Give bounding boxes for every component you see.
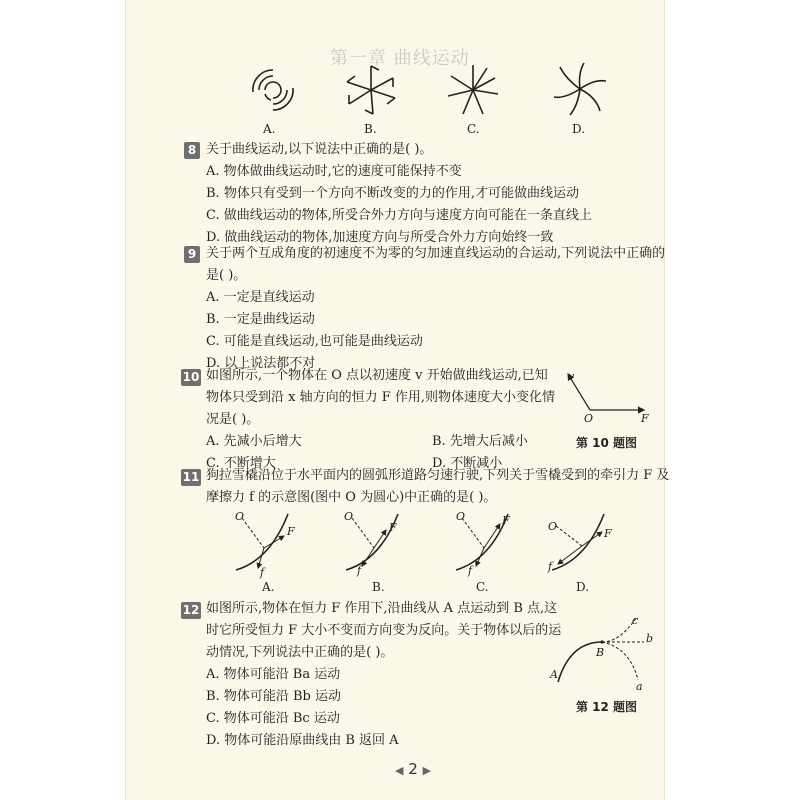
q12-stem-line2: 时它所受恒力 F 大小不变而方向变为反向。关于物体以后的运: [206, 623, 562, 638]
q10-label-v: v: [568, 370, 575, 383]
q12-option-d: D. 物体可能沿原曲线由 B 返回 A: [206, 733, 399, 748]
q11-b-label-f: f: [357, 564, 362, 577]
q12-option-b: B. 物体可能沿 Bb 运动: [206, 689, 341, 704]
q10-stem-line2: 物体只受到沿 x 轴方向的恒力 F 作用,则物体速度大小变化情: [206, 390, 556, 405]
q11-c-label-f: f: [468, 564, 473, 577]
q10-label-f: F: [641, 412, 649, 425]
q8-option-a: A. 物体做曲线运动时,它的速度可能保持不变: [206, 164, 462, 179]
q11-d-label-o: O: [548, 520, 558, 533]
q12-label-c: c: [632, 614, 639, 627]
q7-label-a: A.: [263, 122, 276, 136]
q11-a-label-F: F: [287, 525, 295, 538]
q12-label-A: A: [550, 668, 558, 681]
q10-stem-line3: 况是( )。: [206, 412, 260, 427]
q10-option-d: D. 不断减小: [432, 456, 503, 471]
q7-figure-b: [341, 60, 401, 120]
question-number-9: 9: [184, 246, 200, 263]
q11-c-label-F: F: [502, 514, 510, 527]
q11-label-c: C.: [476, 580, 489, 594]
page-number: 2: [408, 760, 418, 778]
q9-stem-line1: 关于两个互成角度的初速度不为零的匀加速直线运动的合运动,下列说法中正确的: [206, 246, 666, 261]
q7-figure-c: [443, 60, 503, 120]
q11-stem-line1: 狗拉雪橇沿位于水平面内的圆弧形道路匀速行驶,下列关于雪橇受到的牵引力 F 及: [206, 468, 670, 483]
q9-option-a: A. 一定是直线运动: [206, 290, 315, 305]
q7-figure-a: [243, 60, 303, 120]
question-number-8: 8: [184, 142, 200, 159]
q9-option-d: D. 以上说法都不对: [206, 356, 316, 371]
prev-page-icon: ◀: [395, 764, 404, 777]
q12-option-c: C. 物体可能沿 Bc 运动: [206, 711, 340, 726]
faint-header: 第一章 曲线运动: [330, 48, 470, 69]
question-number-11: 11: [182, 470, 200, 484]
q7-figure-d: [548, 57, 612, 121]
q11-label-b: B.: [372, 580, 385, 594]
q8-option-b: B. 物体只有受到一个方向不断改变的力的作用,才可能做曲线运动: [206, 186, 579, 201]
q11-a-label-o: O: [235, 510, 245, 523]
q11-label-a: A.: [262, 580, 275, 594]
q10-label-o: O: [584, 412, 594, 425]
q9-option-b: B. 一定是曲线运动: [206, 312, 315, 327]
q11-d-label-F: F: [604, 527, 612, 540]
question-number-12: 12: [182, 603, 200, 617]
q12-stem-line3: 动情况,下列说法中正确的是( )。: [206, 645, 394, 660]
q8-option-c: C. 做曲线运动的物体,所受合外力方向与速度方向可能在一条直线上: [206, 208, 592, 223]
q12-stem-line1: 如图所示,物体在恒力 F 作用下,沿曲线从 A 点运动到 B 点,这: [206, 601, 558, 616]
q11-c-label-o: O: [456, 510, 466, 523]
q12-label-B: B: [596, 646, 605, 659]
q11-a-label-f: f: [260, 566, 265, 579]
q12-label-a: a: [636, 680, 643, 693]
q11-b-label-o: O: [344, 510, 354, 523]
q9-option-c: C. 可能是直线运动,也可能是曲线运动: [206, 334, 423, 349]
q8-stem: 关于曲线运动,以下说法中正确的是( )。: [206, 142, 433, 157]
q11-b-label-F: F: [389, 521, 397, 534]
q11-d-label-f: f: [548, 560, 553, 573]
q10-option-a: A. 先减小后增大: [206, 434, 302, 449]
q10-option-b: B. 先增大后减小: [432, 434, 528, 449]
q12-option-a: A. 物体可能沿 Ba 运动: [206, 667, 341, 682]
q11-label-d: D.: [576, 580, 590, 594]
q9-stem-line2: 是( )。: [206, 268, 247, 283]
q8-option-d: D. 做曲线运动的物体,加速度方向与所受合外力方向始终一致: [206, 230, 554, 245]
q7-label-b: B.: [364, 122, 377, 136]
q7-label-d: D.: [572, 122, 586, 136]
question-number-10: 10: [182, 370, 200, 384]
next-page-icon: ▶: [422, 764, 432, 777]
q10-option-c: C. 不断增大: [206, 456, 276, 471]
q10-stem-line1: 如图所示,一个物体在 O 点以初速度 v 开始做曲线运动,已知: [206, 368, 548, 383]
q11-stem-line2: 摩擦力 f 的示意图(图中 O 为圆心)中正确的是( )。: [206, 490, 497, 505]
page-number-group: [395, 760, 431, 778]
q10-figure-caption: 第 10 题图: [576, 436, 638, 450]
q12-label-b: b: [646, 632, 654, 645]
q12-figure-caption: 第 12 题图: [576, 700, 638, 714]
q7-label-c: C.: [467, 122, 480, 136]
